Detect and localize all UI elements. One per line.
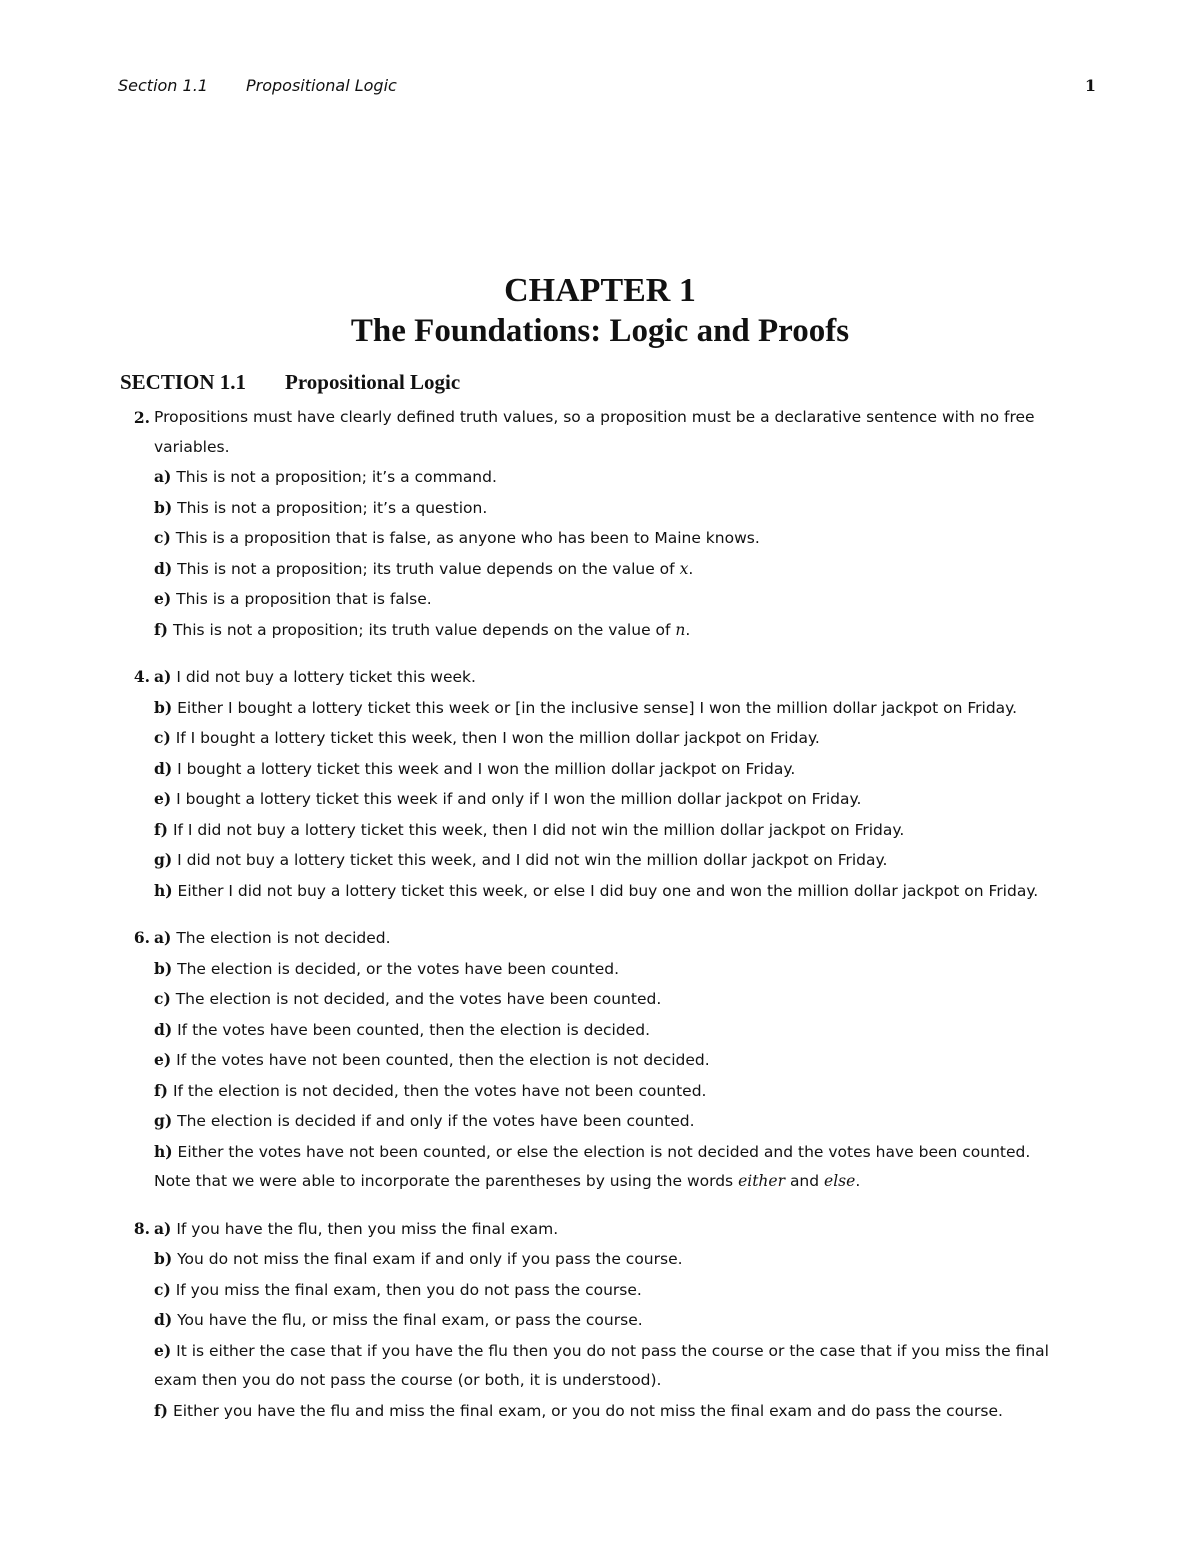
answer-label: b) (154, 697, 173, 717)
answer-item (154, 662, 1090, 693)
chapter-subtitle: The Foundations: Logic and Proofs (350, 313, 850, 349)
answer-label: b) (154, 497, 173, 517)
section-title: Propositional Logic (285, 370, 461, 394)
exercise-4 (120, 662, 1090, 906)
answer-label: e) (154, 1050, 172, 1069)
answer-item (154, 723, 1090, 754)
math-variable: n (675, 620, 686, 639)
answer-item (154, 493, 1090, 524)
exercise-number: 4. (133, 667, 150, 686)
answer-text: If I bought a lottery ticket this week, then I won the million dollar jackpot on Friday. (175, 729, 820, 747)
answer-label: g) (154, 1111, 173, 1130)
answer-item (154, 1305, 1090, 1336)
answer-label: a) (154, 667, 172, 686)
answer-label: a) (154, 467, 172, 486)
answer-note (154, 1167, 1090, 1197)
answer-text: I did not buy a lottery ticket this week, and I did not win the million dollar jackpot on Friday. (177, 851, 888, 869)
answer-item (154, 1336, 1090, 1396)
answer-text: I bought a lottery ticket this week if and only if I won the million dollar jackpot on Friday. (176, 790, 862, 808)
answer-item (154, 462, 1090, 493)
answer-text: Either I did not buy a lottery ticket this week, or else I did buy one and won the million dollar jackpot on Friday. (177, 881, 1039, 900)
answer-text: Either the votes have not been counted, or else the election is not decided and the votes have been counted. (177, 1142, 1031, 1161)
section-number: SECTION 1.1 (120, 370, 247, 394)
answer-text: This is not a proposition; its truth value depends on the value of (172, 620, 671, 639)
answer-label: h) (154, 1141, 173, 1161)
answer-item (154, 1244, 1090, 1275)
answer-text: This is not a proposition; its truth value depends on the value of (177, 559, 675, 578)
section-heading (120, 368, 460, 396)
answer-text: You have the flu, or miss the final exam, or pass the course. (177, 1311, 643, 1329)
answer-item (154, 1076, 1090, 1107)
running-head (118, 76, 1096, 100)
answer-label: e) (154, 589, 172, 608)
answer-label: c) (154, 528, 171, 547)
answer-item (154, 1015, 1090, 1046)
note-text: Note that we were able to incorporate the parentheses by using the words (154, 1172, 734, 1190)
exercise-number: 6. (133, 928, 150, 947)
answer-item (154, 1275, 1090, 1306)
chapter-title: CHAPTER 1 (504, 272, 696, 309)
answer-item (154, 1137, 1090, 1168)
answer-item (154, 784, 1090, 815)
answer-item (154, 845, 1090, 876)
answer-label: c) (154, 728, 171, 747)
answer-text: I did not buy a lottery ticket this week. (176, 668, 476, 686)
answer-text: If the election is not decided, then the votes have not been counted. (172, 1081, 707, 1100)
answer-text: I bought a lottery ticket this week and I won the million dollar jackpot on Friday. (177, 759, 796, 778)
answer-text: The election is decided, or the votes have been counted. (177, 959, 620, 978)
answer-item (154, 923, 1090, 954)
answer-label: d) (154, 1310, 173, 1329)
answer-label: d) (154, 1019, 173, 1039)
answer-item (154, 1106, 1090, 1137)
answer-text: If the votes have not been counted, then the election is not decided. (176, 1051, 710, 1069)
answer-label: c) (154, 989, 171, 1008)
answer-item (154, 523, 1090, 554)
answer-label: b) (154, 1249, 173, 1268)
answer-label: h) (154, 880, 173, 900)
exercise-2 (120, 403, 1090, 645)
answer-item (154, 954, 1090, 985)
answer-item (154, 876, 1090, 907)
answer-text: If you have the flu, then you miss the final exam. (176, 1219, 559, 1238)
answer-label: b) (154, 958, 173, 978)
answer-text: This is not a proposition; it’s a command. (176, 468, 497, 486)
answer-text: If I did not buy a lottery ticket this week, then I did not win the million dollar jackpot on Friday. (172, 820, 905, 839)
answer-text: Either you have the flu and miss the final exam, or you do not miss the final exam and do pass the course. (172, 1401, 1003, 1420)
answer-text: This is not a proposition; it’s a question. (177, 498, 488, 517)
answer-label: c) (154, 1279, 171, 1299)
exercise-list (120, 403, 1090, 1443)
running-head-title: Propositional Logic (246, 76, 397, 95)
exercise-intro: Propositions must have clearly defined truth values, so a proposition must be a declarative sentence with no free variables. (154, 408, 1035, 456)
answer-item (154, 584, 1090, 615)
exercise-number: 2. (133, 408, 150, 427)
answer-label: d) (154, 558, 173, 578)
answer-label: e) (154, 789, 172, 808)
answer-text: The election is decided if and only if the votes have been counted. (177, 1112, 695, 1130)
answer-item (154, 1045, 1090, 1076)
exercise-number: 8. (133, 1218, 150, 1238)
answer-label: f) (154, 619, 169, 639)
answer-label: a) (154, 1218, 172, 1238)
answer-text: If you miss the final exam, then you do not pass the course. (175, 1280, 642, 1299)
answer-item (154, 984, 1090, 1015)
answer-punct: . (685, 620, 691, 639)
answer-label: a) (154, 928, 172, 947)
answer-text: The election is not decided, and the votes have been counted. (175, 990, 662, 1008)
note-punct: . (855, 1172, 861, 1190)
answer-item (154, 1396, 1090, 1427)
math-variable: x (679, 559, 689, 578)
answer-text: You do not miss the final exam if and only if you pass the course. (177, 1250, 683, 1268)
answer-item (154, 815, 1090, 846)
answer-label: f) (154, 1080, 169, 1100)
answer-label: g) (154, 850, 173, 869)
note-emphasis: else (824, 1172, 856, 1190)
answer-label: f) (154, 1400, 169, 1420)
answer-item (154, 615, 1090, 646)
answer-item (154, 554, 1090, 585)
exercise-6 (120, 923, 1090, 1197)
answer-text: It is either the case that if you have the flu then you do not pass the course or the case that if you miss the final exam then you do not pass the course (or both, it is understood). (154, 1341, 1049, 1389)
answer-label: d) (154, 758, 173, 778)
answer-punct: . (688, 559, 694, 578)
answer-label: f) (154, 819, 169, 839)
answer-text: Either I bought a lottery ticket this week or [in the inclusive sense] I won the million dollar jackpot on Friday. (177, 698, 1018, 717)
answer-label: e) (154, 1340, 172, 1360)
answer-item (154, 1214, 1090, 1245)
answer-text: The election is not decided. (176, 929, 391, 947)
answer-item (154, 693, 1090, 724)
answer-text: This is a proposition that is false, as anyone who has been to Maine knows. (175, 529, 760, 547)
page-number: 1 (1084, 76, 1096, 95)
note-emphasis: either (738, 1172, 785, 1190)
answer-item (154, 754, 1090, 785)
note-text: and (789, 1172, 820, 1190)
exercise-8 (120, 1214, 1090, 1427)
answer-text: If the votes have been counted, then the election is decided. (177, 1020, 651, 1039)
answer-text: This is a proposition that is false. (176, 590, 432, 608)
running-head-section: Section 1.1 (118, 76, 208, 95)
